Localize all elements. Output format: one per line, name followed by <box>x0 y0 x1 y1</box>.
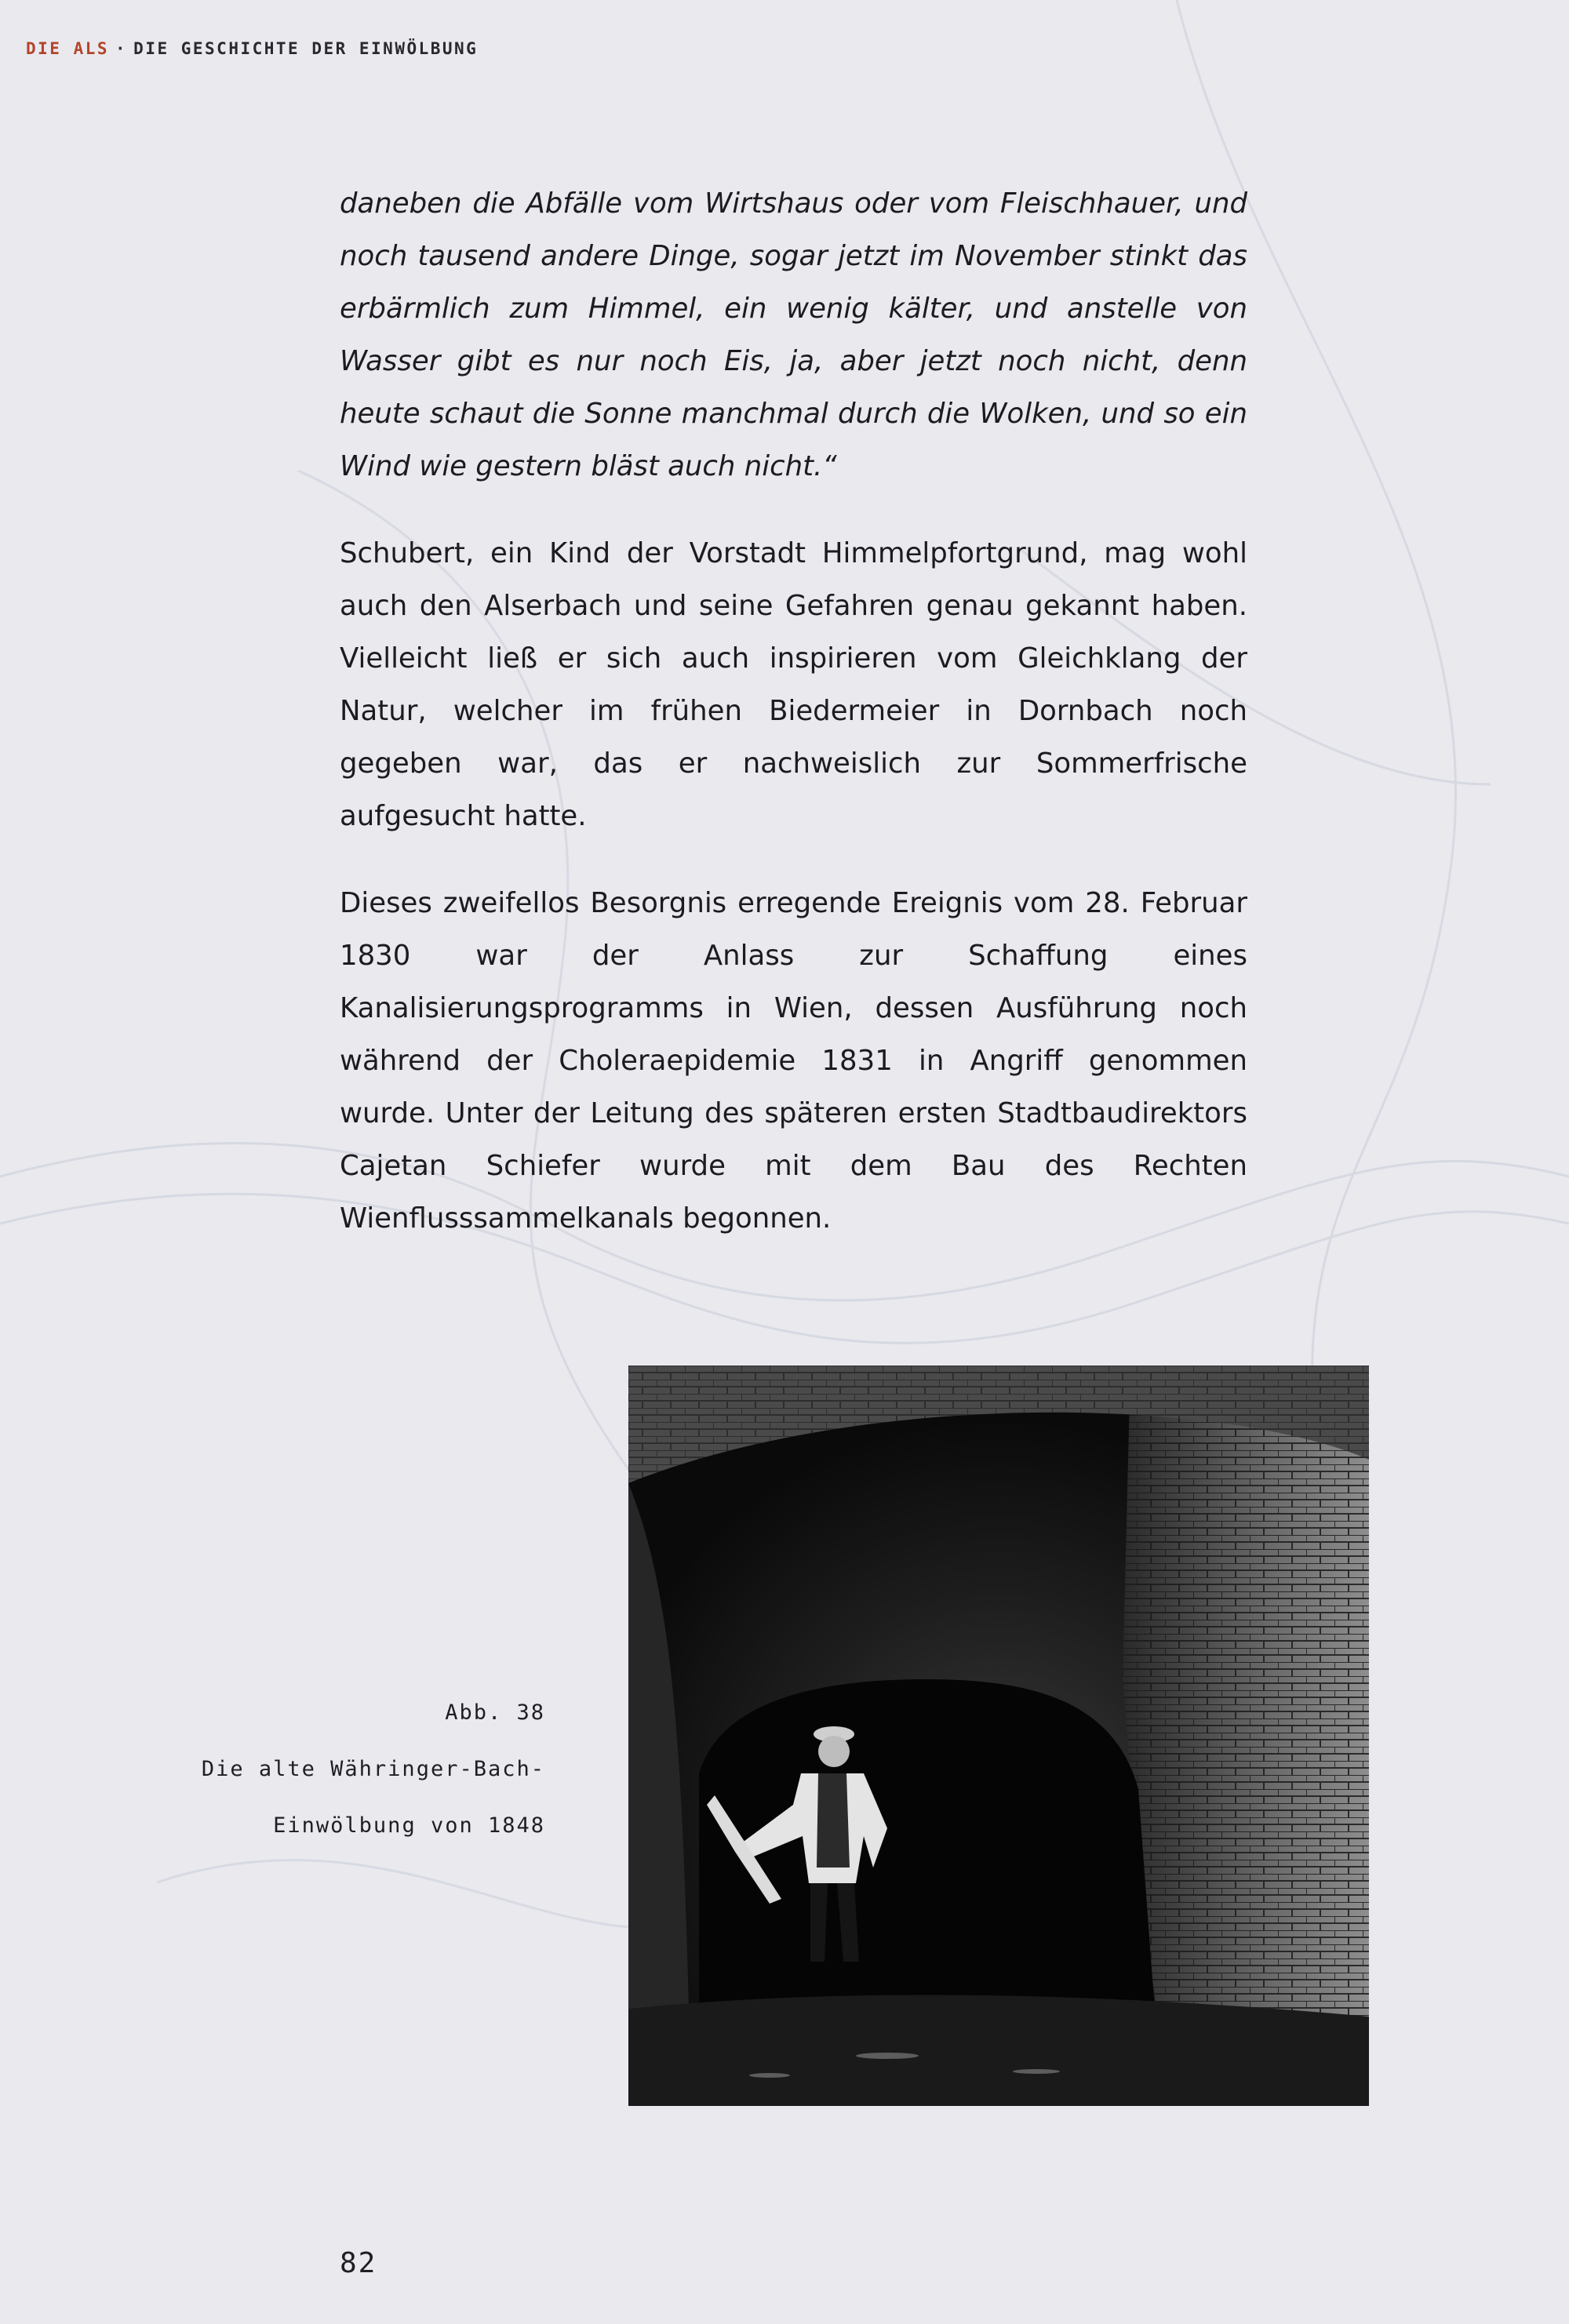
quote-paragraph: daneben die Abfälle vom Wirtshaus oder vom Fleischhauer, und noch tausend andere Dinge, sogar jetzt im November stinkt das erbärmlich zum Himmel, ein wenig kälter, und anstelle von Wasser gibt es nur noch Eis, ja, aber jetzt noch nicht, denn heute schaut die Sonne manchmal durch die Wolken, und so ein Wind wie gestern bläst auch nicht.“ <box>340 187 1247 482</box>
figure-caption <box>118 1685 545 1854</box>
running-head-section: DIE ALS <box>26 39 110 58</box>
running-head-separator: · <box>115 39 128 58</box>
figure-label: Abb. 38 <box>445 1700 545 1725</box>
sewer-tunnel-photo <box>628 1366 1369 2106</box>
body-text <box>340 177 1247 1245</box>
paragraph-kanalisierung: Dieses zweifellos Besorgnis erregende Ereignis vom 28. Februar 1830 war der Anlass zur Schaffung eines Kanalisierungsprogramms in Wien, dessen Ausführung noch während der Choleraepidemie 1831 in Angriff genommen wurde. Unter der Leitung des späteren ersten Stadtbaudirektors Cajetan Schiefer wurde mit dem Bau des Rechten Wienflusssammelkanals begonnen. <box>340 887 1247 1235</box>
page-number: 82 <box>340 2247 377 2279</box>
running-head <box>26 39 478 58</box>
paragraph-schubert: Schubert, ein Kind der Vorstadt Himmelpfortgrund, mag wohl auch den Alserbach und seine Gefahren genau gekannt haben. Vielleicht ließ er sich auch inspirieren vom Gleichklang der Natur, welcher im frühen Biedermeier in Dornbach noch gegeben war, das er nachweislich zur Sommerfrische aufgesucht hatte. <box>340 537 1247 832</box>
figure-caption-line-1: Die alte Währinger-Bach- <box>201 1757 545 1781</box>
figure-caption-line-2: Einwölbung von 1848 <box>273 1813 545 1838</box>
running-head-chapter: DIE GESCHICHTE DER EINWÖLBUNG <box>133 39 479 58</box>
